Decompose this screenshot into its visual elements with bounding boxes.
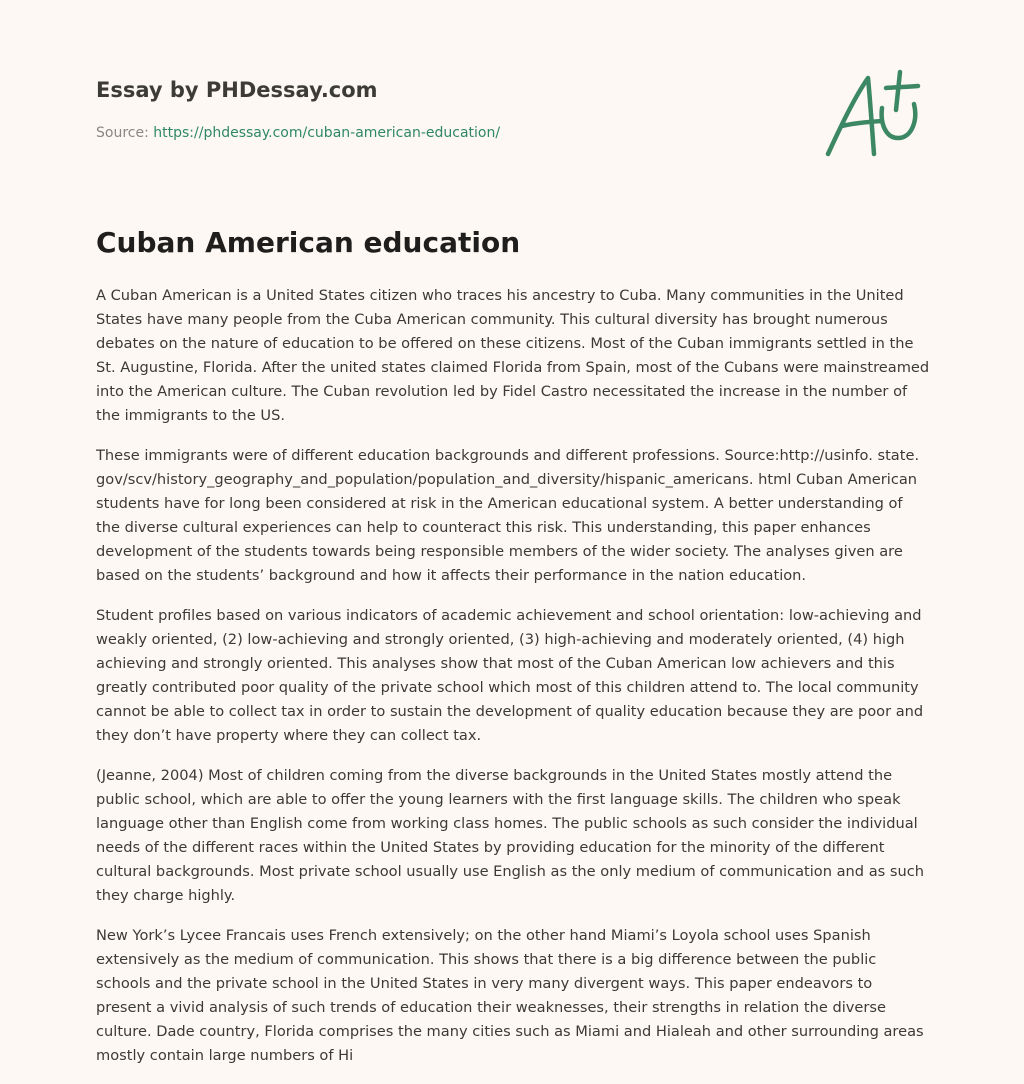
- essay-body: [96, 284, 931, 1084]
- source-line: [96, 125, 500, 141]
- document-header: [96, 74, 936, 194]
- source-label: Source:: [96, 125, 149, 141]
- essay-paragraph: (Jeanne, 2004) Most of children coming from the diverse backgrounds in the United States mostly attend the public school, which are able to offer the young learners with the first language skills. The children who speak language other than English come from working class homes. The public schools as such consider the individual needs of the different races within the United States by providing education for the minority of the different cultural backgrounds. Most private school usually use English as the only medium of communication and as such they charge highly.: [96, 767, 925, 904]
- source-link[interactable]: https://phdessay.com/cuban-american-education/: [153, 125, 501, 141]
- brand-title: Essay by PHDessay.com: [96, 78, 378, 102]
- a-plus-logo-icon: [822, 68, 926, 164]
- essay-paragraph: A Cuban American is a United States citizen who traces his ancestry to Cuba. Many communities in the United States have many people from the Cuba American community. This cultural diversity has brought numerous debates on the nature of education to be offered on these citizens. Most of the Cuban immigrants settled in the St. Augustine, Florida. After the united states claimed Florida from Spain, most of the Cubans were mainstreamed into the American culture. The Cuban revolution led by Fidel Castro necessitated the increase in the number of the immigrants to the US.: [96, 287, 930, 424]
- essay-paragraph: These immigrants were of different education backgrounds and different professions. Source:http://usinfo. state. gov/scv/history_geography_and_population/population_and_diversity/hispanic_americans. html Cuban American students have for long been considered at risk in the American educational system. A better understanding of the diverse cultural experiences can help to counteract this risk. This understanding, this paper enhances development of the students towards being responsible members of the wider society. The analyses given are based on the students’ background and how it affects their performance in the nation education.: [96, 447, 920, 584]
- essay-paragraph: New York’s Lycee Francais uses French extensively; on the other hand Miami’s Loyola school uses Spanish extensively as the medium of communication. This shows that there is a big difference between the public schools and the private school in the United States in very many divergent ways. This paper endeavors to present a vivid analysis of such trends of education their weaknesses, their strengths in relation the diverse culture. Dade country, Florida comprises the many cities such as Miami and Hialeah and other surrounding areas mostly contain large numbers of Hi: [96, 927, 924, 1064]
- essay-paragraph: Student profiles based on various indicators of academic achievement and school orientation: low-achieving and weakly oriented, (2) low-achieving and strongly oriented, (3) high-achieving and moderately oriented, (4) high achieving and strongly oriented. This analyses show that most of the Cuban American low achievers and this greatly contributed poor quality of the private school which most of this children attend to. The local community cannot be able to collect tax in order to sustain the development of quality education because they are poor and they don’t have property where they can collect tax.: [96, 607, 924, 744]
- essay-title: Cuban American education: [96, 226, 521, 259]
